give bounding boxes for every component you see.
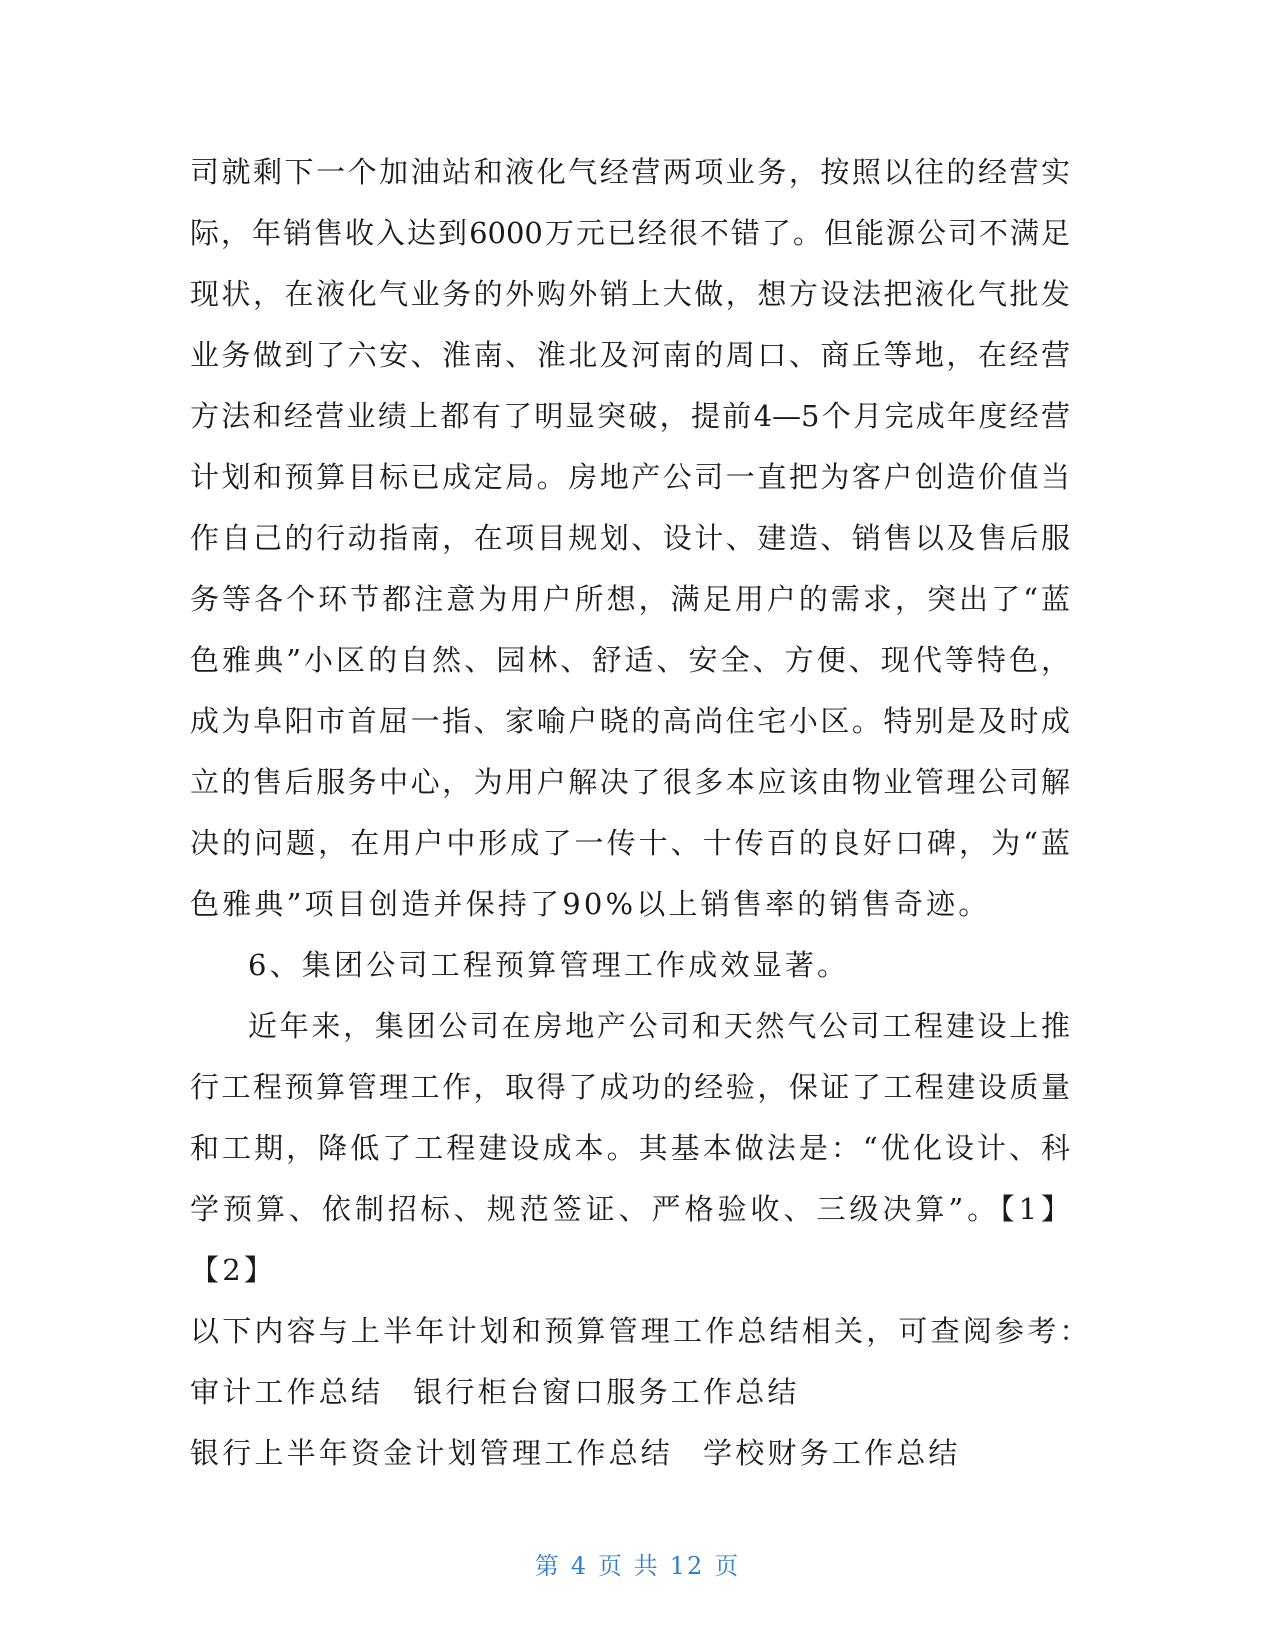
body-line: 立的售后服务中心，为用户解决了很多本应该由物业管理公司解 [190, 765, 1070, 799]
related-link[interactable]: 审计工作总结 [190, 1375, 384, 1409]
related-links-row [190, 1423, 1070, 1484]
section-line: 【2】 [190, 1253, 277, 1287]
related-intro: 以下内容与上半年计划和预算管理工作总结相关，可查阅参考： [190, 1314, 1092, 1348]
related-links [190, 1362, 1070, 1484]
related-links-row [190, 1362, 1070, 1423]
document-body [190, 142, 1092, 1484]
body-line: 务等各个环节都注意为用户所想，满足用户的需求，突出了“蓝 [190, 582, 1070, 616]
section-line: 近年来，集团公司在房地产公司和天然气公司工程建设上推 [248, 1009, 1070, 1043]
current-page-number: 4 [570, 1552, 589, 1580]
body-line: 现状，在液化气业务的外购外销上大做，想方设法把液化气批发 [190, 277, 1070, 311]
section-line: 学预算、依制招标、规范签证、严格验收、三级决算”。【1】 [190, 1192, 1070, 1226]
body-line: 色雅典”小区的自然、园林、舒适、安全、方便、现代等特色， [190, 643, 1070, 677]
related-link[interactable]: 银行柜台窗口服务工作总结 [413, 1375, 800, 1409]
body-line: 决的问题，在用户中形成了一传十、十传百的良好口碑，为“蓝 [190, 826, 1070, 860]
section-line: 和工期，降低了工程建设成本。其基本做法是：“优化设计、科 [190, 1131, 1070, 1165]
related-link[interactable]: 银行上半年资金计划管理工作总结 [190, 1436, 674, 1470]
body-line: 际，年销售收入达到6000万元已经很不错了。但能源公司不满足 [190, 216, 1070, 250]
body-line: 计划和预算目标已成定局。房地产公司一直把为客户创造价值当 [190, 460, 1070, 494]
section-heading: 6、集团公司工程预算管理工作成效显著。 [248, 948, 850, 982]
body-line: 作自己的行动指南，在项目规划、设计、建造、销售以及售后服 [190, 521, 1070, 555]
footer-suffix: 页 [714, 1552, 741, 1580]
related-link[interactable]: 学校财务工作总结 [703, 1436, 961, 1470]
total-pages-number: 12 [669, 1552, 705, 1580]
body-line: 司就剩下一个加油站和液化气经营两项业务，按照以往的经营实 [190, 155, 1070, 189]
page-footer [0, 1546, 1275, 1581]
section-line: 行工程预算管理工作，取得了成功的经验，保证了工程建设质量 [190, 1070, 1070, 1104]
body-line: 方法和经营业绩上都有了明显突破，提前4—5个月完成年度经营 [190, 399, 1070, 433]
body-line: 色雅典”项目创造并保持了90%以上销售率的销售奇迹。 [190, 887, 991, 921]
footer-prefix: 第 [534, 1552, 561, 1580]
body-line: 成为阜阳市首屈一指、家喻户晓的高尚住宅小区。特别是及时成 [190, 704, 1070, 738]
body-line: 业务做到了六安、淮南、淮北及河南的周口、商丘等地，在经营 [190, 338, 1070, 372]
footer-middle: 页 共 [598, 1552, 660, 1580]
